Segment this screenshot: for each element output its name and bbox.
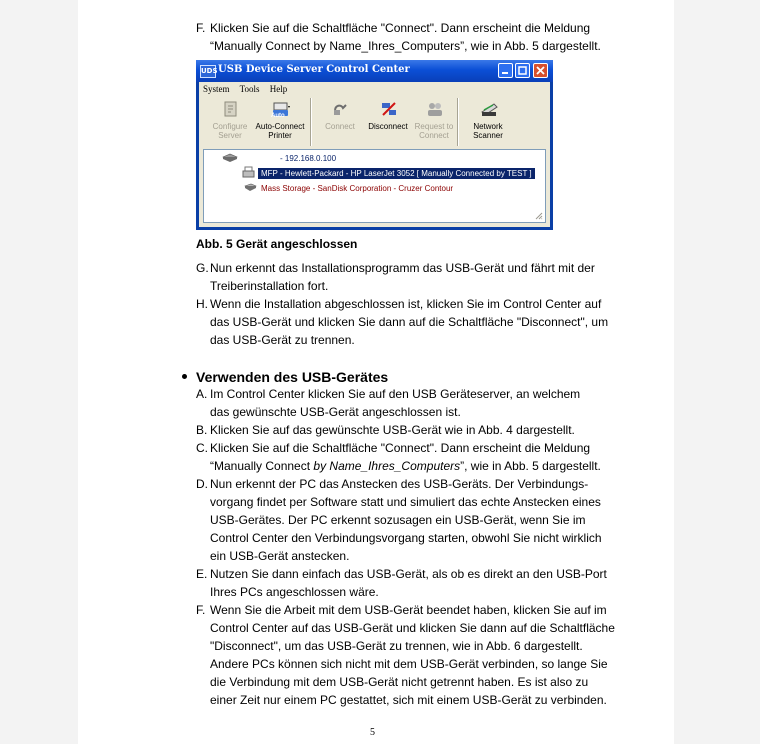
resize-grip-icon[interactable] (535, 212, 543, 220)
step-text: Nutzen Sie dann einfach das USB-Gerät, als ob es direkt an den USB-Port (210, 567, 607, 581)
close-icon (534, 64, 547, 77)
toolbar-separator (310, 98, 311, 146)
configure-server-icon (222, 100, 240, 118)
close-button[interactable] (533, 63, 548, 78)
tree-device-printer[interactable]: MFP - Hewlett-Packard - HP LaserJet 3052 [ Manually Connected by TEST ] (258, 168, 535, 179)
disconnect-button[interactable]: Disconnect (363, 96, 413, 148)
server-icon (222, 153, 238, 162)
window-client (199, 82, 550, 227)
minimize-button[interactable] (498, 63, 513, 78)
step-letter: D. (196, 477, 208, 491)
network-scanner-button[interactable]: Network Scanner (463, 96, 513, 148)
step-text: Klicken Sie auf die Schaltfläche "Connect". Dann erscheint die Meldung (210, 441, 591, 455)
step-text: Wenn Sie die Arbeit mit dem USB-Gerät beendet haben, klicken Sie auf im (210, 603, 607, 617)
request-to-connect-button[interactable]: Request to Connect (409, 96, 459, 148)
step-text: die Verbindung mit dem USB-Gerät nicht getrennt haben. Es ist also zu (210, 675, 589, 689)
control-center-window (196, 60, 553, 230)
auto-badge: Auto (271, 113, 285, 119)
menu-tools[interactable]: Tools (239, 84, 260, 94)
connect-icon (332, 100, 350, 118)
configure-server-button[interactable]: Configure Server (205, 96, 255, 148)
section-title: Verwenden des USB-Gerätes (196, 369, 389, 385)
menu-bar (203, 84, 295, 96)
window-title: USB Device Server Control Center (218, 64, 410, 75)
tree-device-storage[interactable]: Mass Storage - SanDisk Corporation - Cruzer Contour (261, 184, 454, 193)
step-letter: F. (196, 603, 206, 617)
step-text: Control Center auf das USB-Gerät und klicken Sie dann auf die Schaltfläche (210, 621, 615, 635)
request-to-connect-icon (426, 100, 444, 118)
window-titlebar (196, 60, 553, 82)
toolbar (203, 96, 546, 148)
auto-connect-printer-button[interactable]: Auto Auto-Connect Printer (255, 96, 305, 148)
step-letter: G. (196, 261, 209, 275)
step-text: das gewünschte USB-Gerät angeschlossen ist. (210, 405, 461, 419)
printer-icon (242, 166, 255, 179)
maximize-icon (516, 64, 529, 77)
tree-server-node[interactable]: - 192.168.0.100 (280, 154, 337, 163)
uds-app-icon: UDS (200, 65, 216, 78)
menu-help[interactable]: Help (269, 84, 288, 94)
step-text: USB-Gerätes. Der PC erkennt sozusagen ein USB-Gerät, wenn Sie im (210, 513, 586, 527)
step-text: das USB-Gerät und klicken Sie dann auf die Schaltfläche "Disconnect", um (210, 315, 609, 329)
figure-caption: Abb. 5 Gerät angeschlossen (196, 237, 358, 251)
disconnect-icon (380, 100, 398, 118)
step-text: Im Control Center klicken Sie auf den USB Geräteserver, an welchem (210, 387, 581, 401)
step-text: Andere PCs können sich nicht mit dem USB-Gerät verbinden, so lange Sie (210, 657, 608, 671)
step-letter: C. (196, 441, 208, 455)
step-text: vorgang findet per Software statt und simuliert das echte Anstecken eines (210, 495, 601, 509)
toolbar-separator (457, 98, 458, 146)
step-text: “Manually Connect by Name_Ihres_Computers”, wie in Abb. 5 dargestellt. (210, 39, 601, 53)
step-letter: F. (196, 21, 206, 35)
step-text: Ihres PCs angeschlossen wäre. (210, 585, 379, 599)
step-text: Nun erkennt das Installationsprogramm das USB-Gerät und fährt mit der (210, 261, 595, 275)
device-tree (203, 149, 546, 223)
connect-button[interactable]: Connect (315, 96, 365, 148)
step-text: Wenn die Installation abgeschlossen ist, klicken Sie im Control Center auf (210, 297, 602, 311)
storage-icon (244, 183, 257, 191)
bullet-icon (182, 374, 187, 379)
page-number: 5 (370, 727, 375, 738)
step-text: einer Zeit nur einem PC gestattet, sich mit einem USB-Gerät zu verbinden. (210, 693, 607, 707)
step-text: Klicken Sie auf die Schaltfläche "Connect". Dann erscheint die Meldung (210, 21, 591, 35)
step-text: Control Center den Verbindungsvorgang starten, obwohl Sie nicht wirklich (210, 531, 602, 545)
step-letter: B. (196, 423, 208, 437)
step-text: "Disconnect", um das USB-Gerät zu trennen, wie in Abb. 6 dargestellt. (210, 639, 583, 653)
network-scanner-icon (480, 100, 498, 118)
step-text: Klicken Sie auf das gewünschte USB-Gerät wie in Abb. 4 dargestellt. (210, 423, 575, 437)
step-letter: H. (196, 297, 208, 311)
step-text: “Manually Connect by Name_Ihres_Computers”, wie in Abb. 5 dargestellt. (210, 459, 601, 473)
maximize-button[interactable] (515, 63, 530, 78)
step-text: Nun erkennt der PC das Anstecken des USB-Geräts. Der Verbindungs- (210, 477, 589, 491)
step-text: ein USB-Gerät anstecken. (210, 549, 350, 563)
step-text: das USB-Gerät zu trennen. (210, 333, 355, 347)
step-letter: E. (196, 567, 208, 581)
minimize-icon (499, 64, 512, 77)
menu-system[interactable]: System (203, 84, 230, 94)
step-letter: A. (196, 387, 208, 401)
step-text: Treiberinstallation fort. (210, 279, 329, 293)
